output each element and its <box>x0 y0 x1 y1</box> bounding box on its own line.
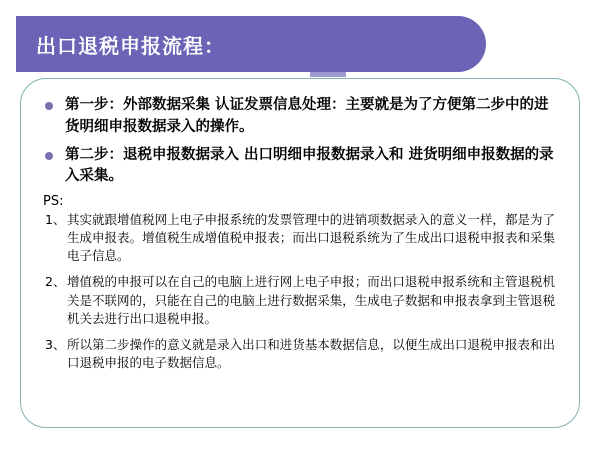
list-item <box>39 145 561 189</box>
main-steps-list <box>39 95 561 188</box>
note-number: 3、 <box>45 336 66 352</box>
note-text: 增值税的申报可以在自己的电脑上进行网上电子申报；而出口退税申报系统和主管退税机关是不联网的，只能在自己的电脑上进行数据采集，生成电子数据和申报表拿到主管退税机关去进行出口退税申报。 <box>67 274 555 326</box>
note-number: 1、 <box>45 212 66 227</box>
list-item <box>45 336 555 372</box>
step-text: 第二步：退税申报数据录入 出口明细申报数据录入和 进货明细申报数据的录入采集。 <box>65 146 554 185</box>
note-number: 2、 <box>45 274 66 290</box>
bullet-icon <box>45 152 53 160</box>
note-text: 其实就跟增值税网上电子申报系统的发票管理中的进销项数据录入的意义一样，都是为了生成申报表。增值税生成增值税申报表；而出口退税系统为了生成出口退税申报表和采集电子信息。 <box>67 212 555 264</box>
list-item <box>45 211 555 265</box>
notes-list <box>39 211 561 372</box>
note-text: 所以第二步操作的意义就是录入出口和进货基本数据信息，以便生成出口退税申报表和出口退税申报的电子数据信息。 <box>67 336 555 370</box>
banner-decoration <box>310 72 346 77</box>
list-item <box>39 95 561 139</box>
ps-label: PS: <box>43 194 64 209</box>
page-title: 出口退税申报流程： <box>36 33 225 58</box>
content-box <box>20 78 580 428</box>
bullet-icon <box>45 102 53 110</box>
list-item <box>45 273 555 327</box>
slide-title-banner <box>16 16 486 72</box>
step-text: 第一步：外部数据采集 认证发票信息处理：主要就是为了方便第二步中的进货明细申报数据录入的操作。 <box>65 97 549 135</box>
